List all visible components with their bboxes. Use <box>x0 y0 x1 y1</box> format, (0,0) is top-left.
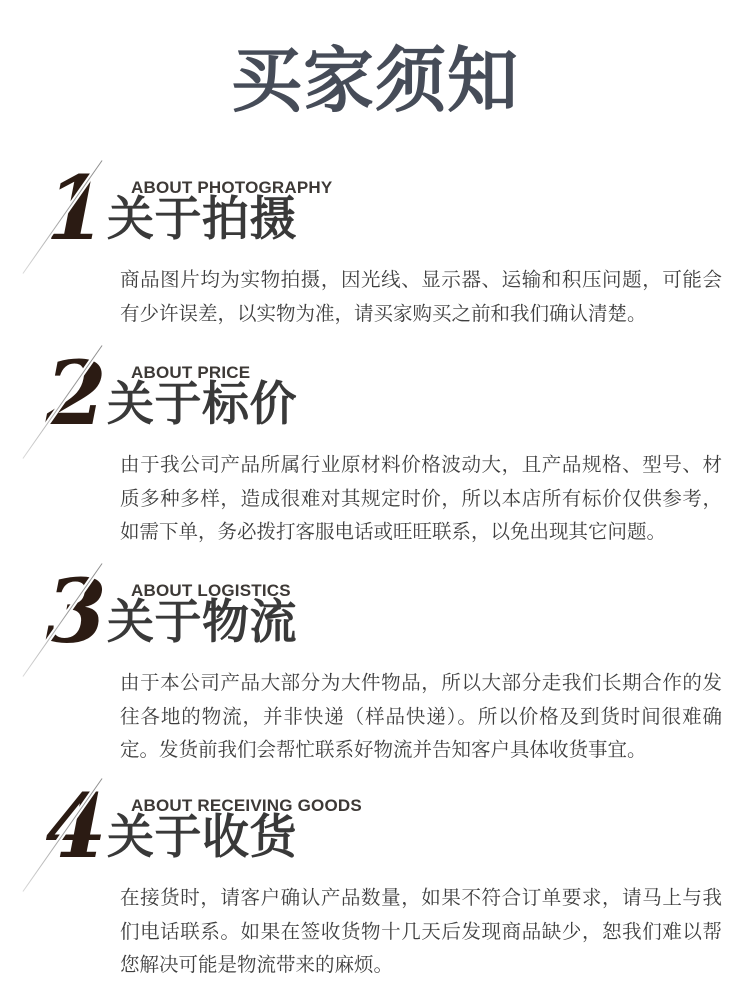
section-receiving-goods <box>0 774 750 993</box>
section-body: 由于我公司产品所属行业原材料价格波动大，且产品规格、型号、材质多种多样，造成很难对其规定时价，所以本店所有标价仅供参考，如需下单，务必拨打客服电话或旺旺联系，以免出现其它问题。 <box>120 454 722 543</box>
section-body: 在接货时，请客户确认产品数量，如果不符合订单要求，请马上与我们电话联系。如果在签收货物十几天后发现商品缺少，恕我们难以帮您解决可能是物流带来的麻烦。 <box>120 887 722 976</box>
section-body: 商品图片均为实物拍摄，因光线、显示器、运输和积压问题，可能会有少许误差，以实物为准，请买家购买之前和我们确认清楚。 <box>120 269 722 325</box>
section-number-3: 3 <box>45 559 107 663</box>
section-label-en: ABOUT RECEIVING GOODS <box>131 796 362 815</box>
section-number-1: 1 <box>45 156 107 260</box>
section-photography <box>0 156 750 375</box>
section-title-cn: 关于拍摄 <box>107 192 297 245</box>
section-logistics <box>0 559 750 778</box>
section-number-4: 4 <box>45 774 107 878</box>
section-price <box>0 341 750 560</box>
section-label-en: ABOUT PHOTOGRAPHY <box>131 178 333 197</box>
section-title-cn: 关于标价 <box>107 377 297 430</box>
section-body: 由于本公司产品大部分为大件物品，所以大部分走我们长期合作的发往各地的物流，并非快递（样品快递）。所以价格及到货时间很难确定。发货前我们会帮忙联系好物流并告知客户具体收货事宜。 <box>120 672 722 761</box>
section-title-cn: 关于物流 <box>107 595 297 648</box>
section-label-en: ABOUT PRICE <box>131 363 251 382</box>
section-number-2: 2 <box>45 341 107 445</box>
section-label-en: ABOUT LOGISTICS <box>131 581 291 600</box>
section-title-cn: 关于收货 <box>107 810 297 863</box>
page-title: 买家须知 <box>230 42 519 121</box>
